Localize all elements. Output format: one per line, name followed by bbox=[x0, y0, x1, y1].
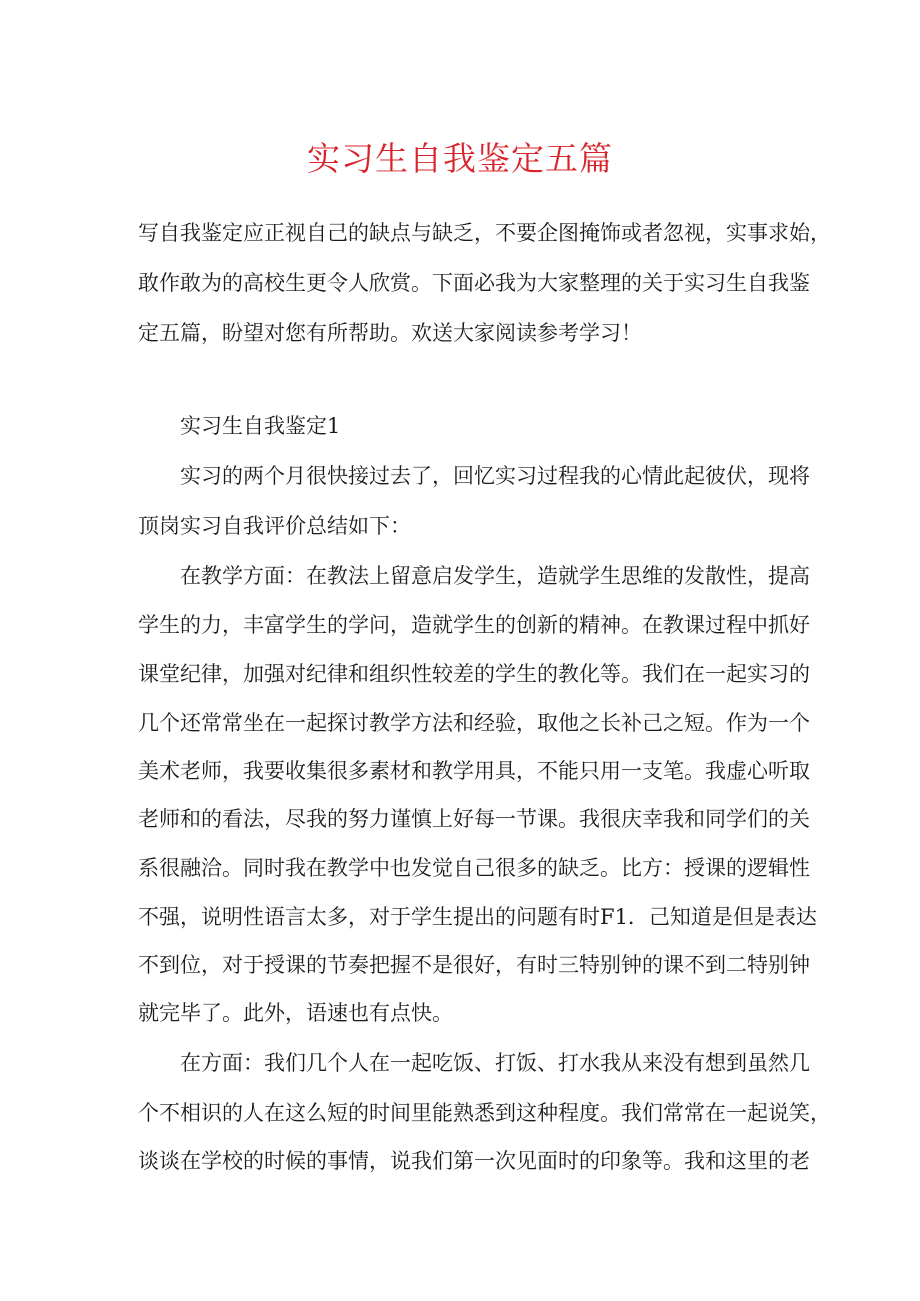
paragraph-line: 实习的两个月很快接过去了，回忆实习过程我的心情此起彼伏，现将 bbox=[180, 464, 810, 488]
paragraph-line: 学生的力，丰富学生的学问，造就学生的创新的精神。在教课过程中抓好 bbox=[138, 613, 810, 637]
paragraph-line: 老师和的看法，尽我的努力谨慎上好每一节课。我很庆幸我和同学们的关 bbox=[138, 807, 810, 831]
document-title: 实习生自我鉴定五篇 bbox=[307, 139, 613, 178]
intro-line: 敢作敢为的高校生更令人欣赏。下面必我为大家整理的关于实习生自我鉴 bbox=[138, 271, 810, 295]
paragraph-line: 系很融洽。同时我在教学中也发觉自己很多的缺乏。比方：授课的逻辑性 bbox=[138, 856, 810, 880]
paragraph-line: 谈谈在学校的时候的事情，说我们第一次见面时的印象等。我和这里的老 bbox=[138, 1149, 810, 1173]
intro-line: 定五篇，盼望对您有所帮助。欢送大家阅读参考学习！ bbox=[138, 321, 642, 345]
section-heading: 实习生自我鉴定1 bbox=[180, 414, 341, 438]
paragraph-line: 几个还常常坐在一起探讨教学方法和经验，取他之长补己之短。作为一个 bbox=[138, 711, 810, 735]
paragraph-line: 不到位，对于授课的节奏把握不是很好，有时三特别钟的课不到二特别钟 bbox=[138, 953, 810, 977]
paragraph-line: 个不相识的人在这么短的时间里能熟悉到这种程度。我们常常在一起说笑， bbox=[138, 1101, 831, 1125]
paragraph-line: 在方面：我们几个人在一起吃饭、打饭、打水我从来没有想到虽然几 bbox=[180, 1051, 810, 1075]
paragraph-line: 就完毕了。此外，语速也有点快。 bbox=[138, 1001, 453, 1025]
paragraph-line: 不强，说明性语言太多，对于学生提出的问题有时F1．己知道是但是表达 bbox=[138, 905, 817, 929]
intro-line: 写自我鉴定应正视自己的缺点与缺乏，不要企图掩饰或者忽视，实事求始， bbox=[138, 221, 831, 245]
paragraph-line: 在教学方面：在教法上留意启发学生，造就学生思维的发散性，提高 bbox=[180, 564, 810, 588]
paragraph-line: 美术老师，我要收集很多素材和教学用具，不能只用一支笔。我虚心听取 bbox=[138, 759, 810, 783]
paragraph-line: 课堂纪律，加强对纪律和组织性较差的学生的教化等。我们在一起实习的 bbox=[138, 662, 810, 686]
paragraph-line: 顶岗实习自我评价总结如下： bbox=[138, 514, 411, 538]
